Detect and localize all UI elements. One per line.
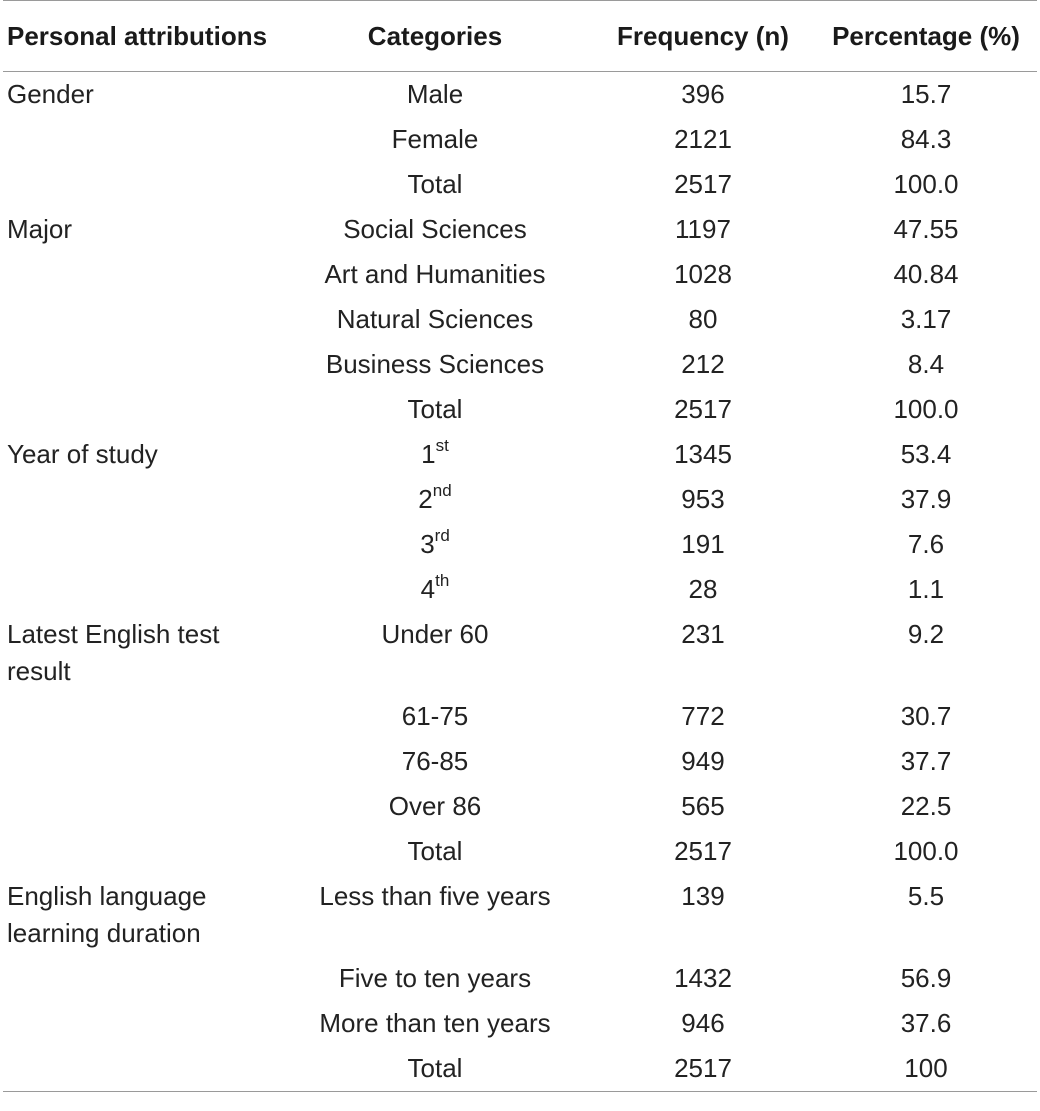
cell-frequency: 2517 [674, 169, 732, 199]
cell-frequency: 772 [681, 701, 725, 731]
cell-frequency: 2517 [591, 1046, 815, 1092]
cell-percentage: 56.9 [900, 963, 952, 993]
cell-frequency: 2517 [674, 836, 732, 866]
cell-percentage: 22.5 [900, 791, 952, 821]
cell-frequency: 1345 [674, 439, 732, 469]
cell-percentage: 100.0 [893, 169, 959, 199]
category-label: Total [407, 394, 463, 424]
category-label: More than ten years [319, 1008, 551, 1038]
cell-percentage: 5.5 [907, 881, 945, 911]
cell-category [279, 72, 591, 118]
ordinal-suffix: rd [434, 526, 450, 545]
header-categories: Categories [279, 1, 591, 72]
cell-category [279, 252, 591, 297]
cell-category [279, 739, 591, 784]
cell-percentage: 15.7 [900, 79, 952, 109]
cell-frequency: 139 [681, 881, 725, 911]
category-label: Less than five years [319, 881, 551, 911]
category-label: 1 [421, 439, 436, 469]
table-row [3, 522, 1037, 567]
cell-frequency: 953 [681, 484, 725, 514]
category-label: Total [407, 836, 463, 866]
cell-frequency: 565 [681, 791, 725, 821]
table-row [3, 694, 1037, 739]
cell-category [279, 1001, 591, 1046]
cell-category [279, 162, 591, 207]
cell-frequency: 212 [681, 349, 725, 379]
category-label: Male [406, 79, 464, 109]
cell-percentage: 53.4 [900, 439, 952, 469]
table-row [3, 1046, 1037, 1092]
cell-category [279, 342, 591, 387]
category-label: Under 60 [381, 619, 489, 649]
cell-percentage: 100.0 [893, 394, 959, 424]
table-row [3, 387, 1037, 432]
category-label: Natural Sciences [336, 304, 534, 334]
table-row [3, 72, 1037, 118]
cell-percentage: 47.55 [893, 214, 959, 244]
ordinal-suffix: nd [432, 481, 452, 500]
cell-frequency: 946 [681, 1008, 725, 1038]
ordinal-suffix: st [435, 436, 449, 455]
cell-category [279, 829, 591, 874]
table-row [3, 784, 1037, 829]
category-label: Total [407, 1053, 463, 1083]
cell-personal-attribution [3, 784, 279, 829]
cell-frequency: 396 [681, 79, 725, 109]
cell-personal-attribution [3, 739, 279, 784]
cell-frequency: 80 [688, 304, 718, 334]
category-label: Art and Humanities [324, 259, 546, 289]
cell-personal-attribution [3, 342, 279, 387]
category-label: 76-85 [401, 746, 469, 776]
demographics-table [3, 0, 1037, 1092]
cell-personal-attribution [3, 694, 279, 739]
cell-frequency: 1432 [674, 963, 732, 993]
category-label: Social Sciences [343, 214, 527, 244]
cell-percentage: 37.7 [900, 746, 952, 776]
cell-frequency: 231 [681, 619, 725, 649]
cell-personal-attribution [3, 522, 279, 567]
category-label: Five to ten years [338, 963, 532, 993]
header-percentage: Percentage (%) [815, 1, 1037, 72]
table-row [3, 956, 1037, 1001]
table-row [3, 829, 1037, 874]
cell-category [279, 387, 591, 432]
category-label: 2 [418, 484, 433, 514]
cell-personal-attribution: Gender [7, 79, 94, 109]
table-row [3, 207, 1037, 252]
category-label: 61-75 [401, 701, 469, 731]
table-row [3, 477, 1037, 522]
table-row [3, 739, 1037, 784]
cell-percentage: 37.9 [900, 484, 952, 514]
cell-personal-attribution [3, 162, 279, 207]
cell-category [279, 874, 591, 956]
cell-frequency: 1197 [675, 214, 731, 244]
table-body [3, 72, 1037, 1092]
table-row [3, 1001, 1037, 1046]
cell-frequency: 949 [681, 746, 725, 776]
cell-frequency: 2517 [674, 394, 732, 424]
cell-category [279, 117, 591, 162]
cell-category [279, 694, 591, 739]
cell-personal-attribution [3, 956, 279, 1001]
cell-category [279, 784, 591, 829]
cell-personal-attribution: Major [7, 214, 73, 244]
cell-personal-attribution: English language learning duration [7, 881, 207, 948]
cell-personal-attribution [3, 117, 279, 162]
cell-percentage: 3.17 [900, 304, 952, 334]
category-label: Business Sciences [325, 349, 545, 379]
cell-personal-attribution [3, 387, 279, 432]
cell-frequency: 191 [681, 529, 725, 559]
table-row [3, 117, 1037, 162]
cell-personal-attribution: Latest English test result [7, 619, 220, 686]
demographics-table-container [3, 0, 1037, 1092]
cell-personal-attribution [3, 829, 279, 874]
cell-category [279, 432, 591, 477]
cell-percentage: 100.0 [893, 836, 959, 866]
cell-frequency: 1028 [674, 259, 732, 289]
cell-percentage: 30.7 [900, 701, 952, 731]
cell-personal-attribution [3, 477, 279, 522]
cell-personal-attribution: Year of study [7, 439, 158, 469]
table-row [3, 252, 1037, 297]
header-row [3, 1, 1037, 72]
cell-category [279, 567, 591, 612]
table-header [3, 1, 1037, 72]
cell-percentage: 100 [815, 1046, 1037, 1092]
cell-category [279, 207, 591, 252]
cell-percentage: 9.2 [907, 619, 945, 649]
cell-personal-attribution [3, 1001, 279, 1046]
cell-percentage: 8.4 [907, 349, 945, 379]
table-row [3, 874, 1037, 956]
table-row [3, 342, 1037, 387]
category-label: 3 [420, 529, 435, 559]
category-label: Female [391, 124, 479, 154]
table-row [3, 432, 1037, 477]
cell-percentage: 37.6 [900, 1008, 952, 1038]
category-label: 4 [420, 574, 436, 604]
cell-personal-attribution [3, 297, 279, 342]
header-personal-attributions: Personal attributions [3, 1, 279, 72]
cell-category [279, 297, 591, 342]
cell-frequency: 2121 [674, 124, 732, 154]
ordinal-suffix: th [435, 571, 450, 590]
cell-category [279, 956, 591, 1001]
cell-personal-attribution [3, 252, 279, 297]
cell-personal-attribution [3, 567, 279, 612]
category-label: Over 86 [388, 791, 482, 821]
cell-percentage: 1.1 [907, 574, 945, 604]
cell-frequency: 28 [688, 574, 718, 604]
cell-personal-attribution [3, 1046, 279, 1092]
cell-percentage: 7.6 [907, 529, 945, 559]
cell-category [279, 612, 591, 694]
category-label: Total [407, 169, 463, 199]
cell-category [279, 522, 591, 567]
cell-category [279, 1046, 591, 1092]
header-frequency: Frequency (n) [591, 1, 815, 72]
table-row [3, 162, 1037, 207]
table-row [3, 567, 1037, 612]
cell-percentage: 84.3 [900, 124, 952, 154]
table-row [3, 612, 1037, 694]
cell-percentage: 40.84 [893, 259, 959, 289]
cell-category [279, 477, 591, 522]
table-row [3, 297, 1037, 342]
